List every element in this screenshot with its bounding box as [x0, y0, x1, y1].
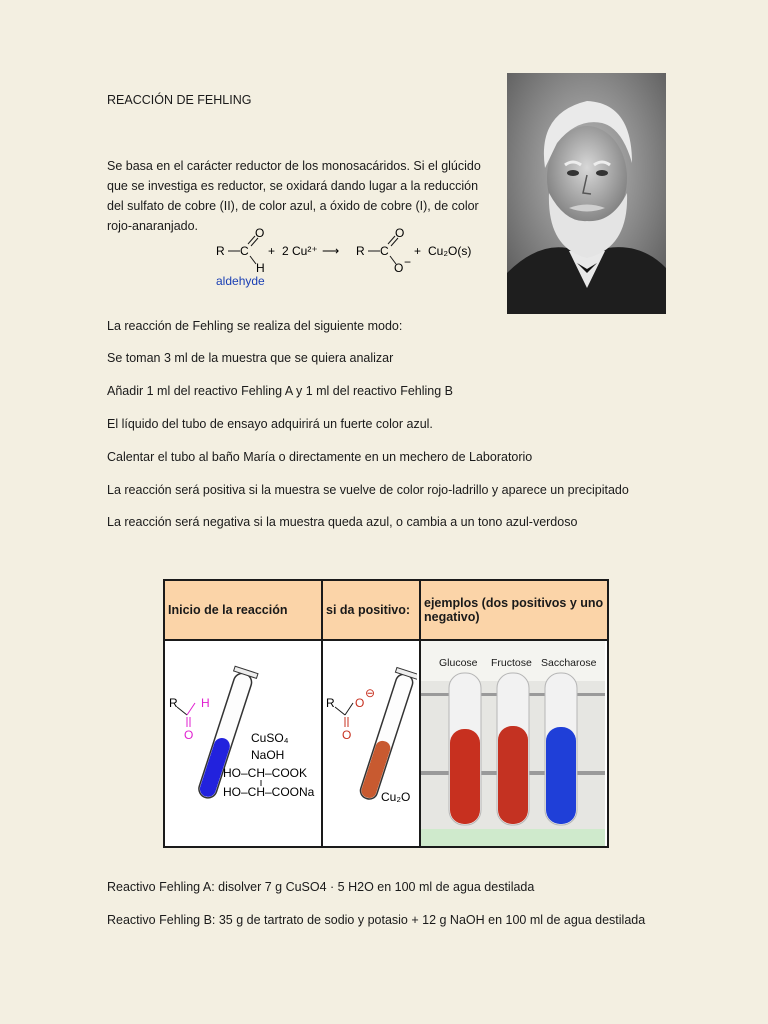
- cell2-cu2o: Cu₂O: [381, 790, 411, 804]
- eq-plus-2: +: [414, 244, 422, 258]
- step-3: El líquido del tubo de ensayo adquirirá un fuerte color azul.: [107, 417, 433, 431]
- cell1-reagent-2: HO–CH–COOK: [223, 766, 308, 780]
- fehling-portrait: [507, 73, 666, 314]
- step-5: La reacción será positiva si la muestra se vuelve de color rojo-ladrillo y aparece un precipitado: [107, 483, 629, 497]
- eq-r: R: [216, 244, 225, 258]
- eq-o: O: [255, 226, 265, 240]
- eq-o2: O: [395, 226, 405, 240]
- reagent-a: Reactivo Fehling A: disolver 7 g CuSO4 · 5 H2O en 100 ml de agua destilada: [107, 880, 535, 894]
- step-1: Se toman 3 ml de la muestra que se quiera analizar: [107, 351, 394, 365]
- cell1-reagent-1: NaOH: [251, 748, 285, 762]
- cell2-o-neg: O: [355, 696, 365, 710]
- eq-cu-ion: 2 Cu²⁺: [282, 244, 318, 258]
- step-0: La reacción de Fehling se realiza del siguiente modo:: [107, 319, 403, 333]
- eq-arrow: ⟶: [322, 244, 340, 258]
- cell-positive: [322, 640, 420, 847]
- eq-c2: C: [380, 244, 389, 258]
- aldehyde-label: aldehyde: [216, 274, 265, 288]
- step-6: La reacción será negativa si la muestra queda azul, o cambia a un tono azul-verdoso: [107, 515, 578, 529]
- eq-o-minus: O: [394, 261, 404, 275]
- label-glucose: Glucose: [439, 657, 478, 669]
- reaction-table: [163, 579, 609, 848]
- document-title: REACCIÓN DE FEHLING: [107, 93, 252, 107]
- header-start: Inicio de la reacción: [164, 580, 322, 640]
- eq-product: Cu₂O(s): [428, 244, 472, 258]
- eq-minus: −: [404, 255, 412, 269]
- eq-plus-1: +: [268, 244, 276, 258]
- intro-paragraph: Se basa en el carácter reductor de los monosacáridos. Si el glúcido que se investiga es reductor, se oxidará dando lugar a la reducción del sulfato de cobre (II), de color azul, a óxido de cobre (I), de color rojo-anaranjado.: [107, 159, 481, 233]
- header-positive: si da positivo:: [322, 580, 420, 640]
- cell1-h: H: [201, 696, 210, 710]
- cell1-reagent-3: HO–CH–COONa: [223, 785, 315, 799]
- cell2-r: R: [326, 696, 335, 710]
- reagent-b: Reactivo Fehling B: 35 g de tartrato de sodio y potasio + 12 g NaOH en 100 ml de agua destilada: [107, 913, 646, 927]
- step-2: Añadir 1 ml del reactivo Fehling A y 1 ml del reactivo Fehling B: [107, 384, 454, 398]
- reaction-equation: [210, 222, 480, 292]
- eq-r2: R: [356, 244, 365, 258]
- tube-fructose: [497, 673, 529, 825]
- eq-h: H: [256, 261, 265, 275]
- tube-glucose: [449, 673, 481, 825]
- cell2-charge: ⊖: [365, 686, 376, 700]
- cell1-r: R: [169, 696, 178, 710]
- cell-start: [164, 640, 322, 847]
- header-examples: ejemplos (dos positivos y uno negativo): [420, 580, 608, 640]
- cell1-o: O: [184, 728, 194, 742]
- cell2-o: O: [342, 728, 352, 742]
- eq-c: C: [240, 244, 249, 258]
- cell1-reagent-0: CuSO₄: [251, 731, 289, 745]
- label-saccharose: Saccharose: [541, 657, 597, 669]
- step-4: Calentar el tubo al baño María o directamente en un mechero de Laboratorio: [107, 450, 533, 464]
- label-fructose: Fructose: [491, 657, 532, 669]
- tube-saccharose: [545, 673, 577, 825]
- cell-examples: [420, 640, 608, 847]
